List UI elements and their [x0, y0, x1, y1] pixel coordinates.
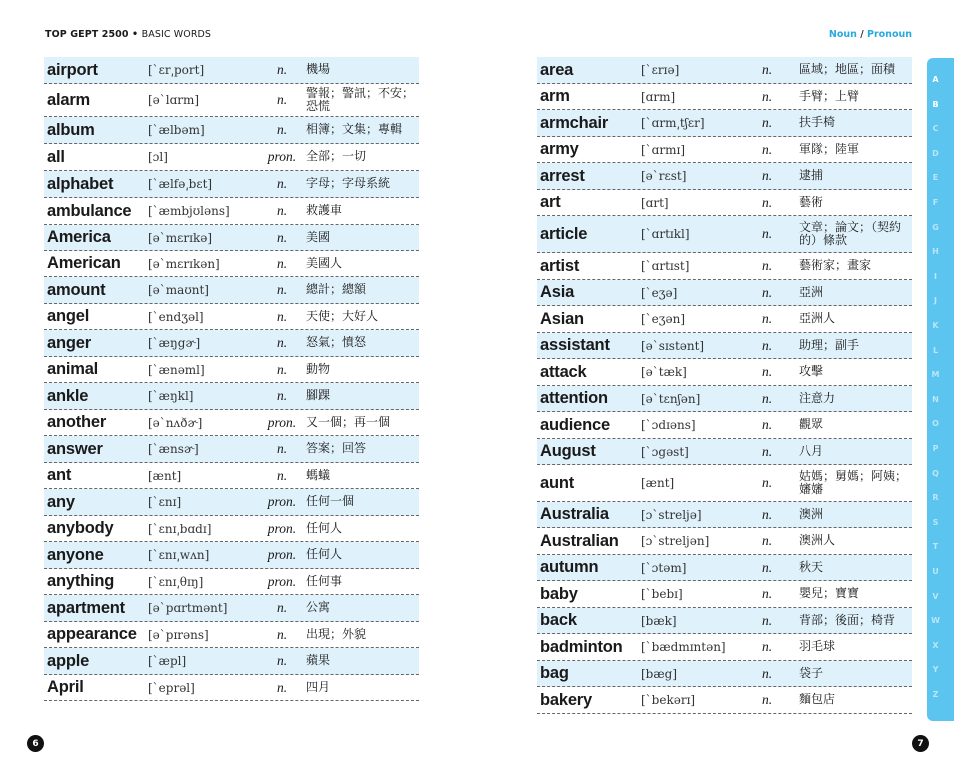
- entry-word: badminton: [540, 637, 623, 656]
- pos-noun-label: Noun: [828, 29, 857, 40]
- page-number-right: 7: [912, 735, 929, 752]
- entry-pos: n.: [276, 600, 288, 615]
- running-header: [45, 29, 211, 40]
- tab-letter-z[interactable]: Z: [932, 690, 939, 699]
- entry-row: [44, 304, 419, 330]
- tab-letter-d[interactable]: D: [932, 148, 939, 158]
- entry-pos: n.: [761, 311, 773, 326]
- entry-meaning: 怒氣；憤怒: [306, 335, 367, 350]
- entry-phonetic: [ˋbekərɪ]: [641, 693, 696, 707]
- right-word-list: [537, 57, 912, 714]
- tab-letter-a[interactable]: A: [932, 75, 939, 84]
- entry-word: airport: [47, 60, 98, 79]
- entry-pos: n.: [761, 639, 773, 654]
- entry-word: anybody: [47, 519, 114, 537]
- entry-phonetic: [ˋænəml]: [148, 362, 205, 377]
- entry-pos: pron.: [267, 149, 297, 164]
- entry-word: ambulance: [47, 201, 132, 220]
- entry-meaning: 亞洲人: [799, 311, 836, 326]
- entry-pos: n.: [761, 226, 773, 241]
- entry-phonetic: [əˋmɛrɪkən]: [148, 256, 220, 271]
- entry-row: [44, 57, 419, 84]
- tab-letter-i[interactable]: I: [934, 271, 937, 281]
- entry-word: art: [540, 193, 561, 211]
- tab-letter-t[interactable]: T: [932, 542, 939, 552]
- entry-pos: n.: [761, 141, 773, 157]
- entry-word: another: [47, 413, 107, 431]
- entry-phonetic: [əˋtɛnʃən]: [641, 391, 701, 406]
- entry-phonetic: [əˋrɛst]: [641, 169, 687, 183]
- entry-meaning: 姑媽；舅媽；阿姨；嬸嬸: [799, 468, 908, 496]
- tab-letter-u[interactable]: U: [932, 567, 939, 576]
- entry-phonetic: [ˋeprəl]: [148, 680, 195, 695]
- entry-phonetic: [ˋɛnɪ͵θɪŋ]: [148, 574, 204, 589]
- tab-letter-s[interactable]: S: [932, 517, 939, 527]
- entry-meaning: 背部；後面；椅背: [799, 612, 896, 627]
- tab-letter-b[interactable]: B: [932, 99, 939, 109]
- entry-row: [537, 253, 912, 280]
- entry-phonetic: [ɔˋstreljən]: [641, 534, 710, 548]
- entry-word: answer: [47, 439, 103, 458]
- entry-phonetic: [ˋɛnɪ͵bɑdɪ]: [148, 521, 212, 536]
- entry-pos: n.: [761, 506, 773, 522]
- entry-row: [537, 661, 912, 687]
- entry-pos: n.: [761, 443, 773, 459]
- entry-word: ankle: [47, 386, 89, 405]
- entry-phonetic: [ˋæmbjʊləns]: [148, 204, 230, 218]
- entry-meaning: 機場: [306, 62, 331, 77]
- entry-pos: n.: [276, 626, 288, 642]
- entry-meaning: 澳洲人: [799, 533, 836, 548]
- entry-phonetic: [ˋeʒə]: [641, 285, 678, 300]
- entry-pos: n.: [761, 559, 773, 575]
- entry-pos: n.: [761, 258, 773, 273]
- entry-row: [44, 569, 419, 595]
- tab-letter-o[interactable]: O: [932, 419, 939, 429]
- entry-word: army: [540, 140, 579, 158]
- entry-meaning: 全部；一切: [306, 149, 367, 164]
- pos-pronoun-label: Pronoun: [867, 29, 912, 40]
- tab-letter-g[interactable]: G: [932, 222, 939, 232]
- entry-pos: pron.: [267, 414, 297, 430]
- entry-row: [44, 383, 419, 410]
- entry-row: [537, 333, 912, 359]
- entry-pos: n.: [276, 335, 288, 350]
- tab-letter-k[interactable]: K: [932, 321, 939, 330]
- entry-phonetic: [ˋɑrm͵tʃɛr]: [641, 116, 705, 130]
- entry-phonetic: [ˋɛrɪə]: [641, 63, 680, 77]
- entry-meaning: 手臂；上臂: [799, 88, 860, 103]
- entry-word: angel: [47, 307, 90, 325]
- part-of-speech-header: [829, 29, 912, 40]
- entry-phonetic: [ˋælbəm]: [148, 123, 205, 137]
- entry-word: back: [540, 611, 577, 629]
- entry-word: alphabet: [47, 174, 114, 193]
- entry-row: [537, 555, 912, 581]
- entry-row: [537, 634, 912, 661]
- entry-phonetic: [bæg]: [641, 666, 678, 681]
- entry-phonetic: [ˋɛnɪ]: [148, 495, 182, 509]
- entry-phonetic: [ɔˋstreljə]: [641, 507, 702, 522]
- entry-pos: n.: [276, 229, 288, 245]
- tab-letter-m[interactable]: M: [931, 370, 940, 380]
- entry-word: Asia: [540, 283, 575, 301]
- entry-pos: n.: [276, 92, 288, 107]
- entry-row: [537, 608, 912, 634]
- entry-phonetic: [ˋɛr͵port]: [148, 63, 205, 77]
- left-word-list: [44, 57, 419, 701]
- tab-letter-p[interactable]: P: [932, 444, 939, 453]
- tab-letter-c[interactable]: C: [932, 124, 939, 134]
- entry-word: attack: [540, 362, 587, 381]
- entry-row: [537, 110, 912, 137]
- entry-meaning: 螞蟻: [306, 467, 331, 482]
- entry-meaning: 藝術家；畫家: [799, 258, 872, 273]
- entry-meaning: 救護車: [306, 203, 343, 218]
- entry-pos: pron.: [267, 573, 297, 589]
- entry-phonetic: [ˋeʒən]: [641, 312, 686, 326]
- entry-row: [44, 648, 419, 675]
- page-number-left: 6: [27, 735, 44, 752]
- entry-phonetic: [əˋmaʊnt]: [148, 283, 209, 297]
- entry-word: appearance: [47, 625, 137, 643]
- entry-row: [44, 171, 419, 198]
- entry-row: [537, 57, 912, 84]
- entry-pos: n.: [276, 361, 288, 377]
- entry-word: Australia: [540, 505, 609, 523]
- entry-row: [537, 84, 912, 110]
- entry-row: [44, 542, 419, 569]
- entry-pos: n.: [276, 308, 288, 324]
- entry-row: [537, 137, 912, 163]
- entry-meaning: 出現；外貌: [306, 626, 367, 641]
- entry-row: [537, 163, 912, 190]
- entry-row: [537, 216, 912, 253]
- entry-word: amount: [47, 280, 106, 299]
- entry-word: animal: [47, 360, 99, 378]
- entry-pos: n.: [761, 390, 773, 406]
- entry-meaning: 任何事: [306, 573, 343, 588]
- entry-pos: n.: [276, 679, 288, 695]
- entry-pos: n.: [276, 62, 288, 77]
- entry-pos: n.: [276, 467, 288, 483]
- entry-word: alarm: [47, 90, 91, 109]
- tab-letter-f[interactable]: F: [932, 198, 939, 207]
- entry-meaning: 又一個；再一個: [306, 414, 391, 429]
- entry-meaning: 藝術: [799, 194, 824, 209]
- entry-meaning: 嬰兒；寶寶: [799, 586, 860, 601]
- entry-meaning: 答案；回答: [306, 441, 367, 456]
- entry-row: [44, 117, 419, 144]
- alphabet-index-tabs: [927, 58, 954, 721]
- entry-word: apartment: [47, 598, 125, 617]
- entry-pos: n.: [761, 364, 773, 379]
- entry-pos: n.: [761, 194, 773, 210]
- entry-row: [44, 675, 419, 701]
- entry-phonetic: [əˋlɑrm]: [148, 93, 200, 107]
- entry-row: [44, 516, 419, 542]
- entry-meaning: 任何人: [306, 547, 343, 562]
- entry-pos: pron.: [267, 520, 297, 536]
- entry-pos: n.: [761, 62, 773, 77]
- tab-letter-j[interactable]: J: [934, 296, 937, 306]
- entry-word: baby: [540, 584, 578, 603]
- tab-letter-x[interactable]: X: [932, 640, 939, 650]
- entry-phonetic: [ˋæŋkl]: [148, 389, 194, 403]
- tab-letter-r[interactable]: R: [932, 493, 939, 503]
- entry-row: [537, 687, 912, 714]
- entry-row: [44, 84, 419, 117]
- entry-row: [537, 359, 912, 386]
- entry-row: [537, 439, 912, 465]
- entry-row: [537, 386, 912, 412]
- entry-row: [537, 412, 912, 439]
- entry-row: [537, 306, 912, 333]
- entry-phonetic: [ˋɔtəm]: [641, 560, 687, 575]
- entry-meaning: 字母；字母系統: [306, 176, 391, 191]
- header-bullet: •: [132, 29, 139, 40]
- entry-phonetic: [bæk]: [641, 613, 677, 628]
- entry-meaning: 麵包店: [799, 692, 836, 707]
- entry-row: [44, 410, 419, 436]
- entry-pos: n.: [761, 284, 773, 300]
- entry-meaning: 公寓: [306, 600, 331, 615]
- book-title: TOP GEPT 2500: [45, 29, 129, 40]
- tab-letter-l[interactable]: L: [932, 345, 939, 355]
- entry-word: arm: [540, 87, 570, 105]
- entry-word: August: [540, 442, 596, 460]
- entry-pos: n.: [761, 168, 773, 183]
- entry-meaning: 相簿；文集；專輯: [306, 122, 403, 137]
- entry-meaning: 秋天: [799, 559, 824, 574]
- entry-word: anyone: [47, 545, 104, 564]
- entry-phonetic: [ɑrt]: [641, 195, 669, 210]
- tab-letter-e[interactable]: E: [932, 173, 939, 183]
- entry-pos: n.: [276, 282, 288, 297]
- entry-word: anything: [47, 572, 115, 590]
- entry-word: April: [47, 678, 84, 696]
- entry-meaning: 軍隊；陸軍: [799, 141, 860, 156]
- entry-meaning: 羽毛球: [799, 639, 836, 654]
- entry-pos: pron.: [267, 494, 297, 509]
- entry-word: armchair: [540, 113, 609, 132]
- entry-row: [537, 465, 912, 502]
- entry-meaning: 動物: [306, 361, 331, 376]
- entry-row: [44, 277, 419, 304]
- entry-word: attention: [540, 389, 608, 407]
- entry-meaning: 亞洲: [799, 284, 824, 299]
- entry-row: [537, 190, 912, 216]
- tab-letter-w[interactable]: W: [931, 616, 940, 626]
- entry-word: American: [47, 254, 121, 272]
- entry-word: area: [540, 60, 574, 79]
- entry-pos: n.: [761, 692, 773, 707]
- entry-meaning: 美國: [306, 229, 331, 244]
- entry-row: [44, 595, 419, 622]
- entry-phonetic: [ænt]: [641, 476, 675, 490]
- entry-row: [537, 280, 912, 306]
- entry-phonetic: [əˋtæk]: [641, 365, 687, 379]
- entry-meaning: 蘋果: [306, 653, 331, 668]
- entry-meaning: 注意力: [799, 390, 836, 405]
- entry-phonetic: [ˋɑrmɪ]: [641, 142, 685, 157]
- entry-phonetic: [ɔl]: [148, 150, 168, 164]
- entry-pos: n.: [761, 337, 773, 353]
- entry-word: article: [540, 224, 588, 243]
- entry-row: [44, 225, 419, 251]
- entry-phonetic: [ˋæpl]: [148, 654, 187, 668]
- entry-meaning: 天使；大好人: [306, 308, 379, 323]
- entry-word: any: [47, 492, 75, 511]
- entry-row: [44, 357, 419, 383]
- entry-phonetic: [əˋmɛrɪkə]: [148, 230, 213, 245]
- entry-word: bag: [540, 664, 569, 682]
- entry-meaning: 四月: [306, 679, 331, 694]
- entry-word: bakery: [540, 690, 593, 709]
- entry-meaning: 警報；警訊；不安；恐慌: [306, 85, 415, 113]
- entry-phonetic: [ɑrm]: [641, 89, 676, 104]
- entry-meaning: 區域；地區；面積: [799, 62, 896, 77]
- entry-row: [44, 251, 419, 277]
- entry-word: album: [47, 120, 95, 139]
- entry-word: Asian: [540, 309, 584, 328]
- entry-meaning: 腳踝: [306, 388, 331, 403]
- entry-pos: n.: [276, 176, 288, 191]
- entry-pos: n.: [761, 88, 773, 104]
- entry-phonetic: [ˋɑrtɪkl]: [641, 227, 690, 241]
- entry-pos: n.: [276, 122, 288, 137]
- entry-phonetic: [ˋbebɪ]: [641, 587, 683, 601]
- entry-row: [44, 330, 419, 357]
- entry-meaning: 逮捕: [799, 168, 824, 183]
- entry-row: [44, 622, 419, 648]
- entry-row: [44, 198, 419, 225]
- entry-pos: n.: [276, 388, 288, 403]
- entry-row: [537, 581, 912, 608]
- entry-meaning: 美國人: [306, 255, 343, 270]
- entry-pos: pron.: [267, 547, 297, 562]
- entry-pos: n.: [276, 255, 288, 271]
- entry-word: autumn: [540, 558, 599, 576]
- entry-phonetic: [ˋbædmɪntən]: [641, 640, 726, 654]
- entry-row: [537, 528, 912, 555]
- entry-meaning: 袋子: [799, 665, 824, 680]
- entry-phonetic: [ˋɔdɪəns]: [641, 418, 696, 432]
- entry-meaning: 觀眾: [799, 417, 824, 432]
- entry-row: [44, 436, 419, 463]
- entry-row: [537, 502, 912, 528]
- entry-meaning: 八月: [799, 443, 824, 458]
- entry-phonetic: [ˋæŋgɚ]: [148, 336, 201, 350]
- entry-phonetic: [ˋendʒəl]: [148, 309, 204, 324]
- entry-meaning: 澳洲: [799, 506, 824, 521]
- entry-pos: n.: [761, 115, 773, 130]
- tab-letter-v[interactable]: V: [932, 591, 939, 601]
- entry-meaning: 扶手椅: [799, 115, 836, 130]
- entry-word: assistant: [540, 336, 610, 354]
- tab-letter-h[interactable]: H: [932, 247, 939, 257]
- entry-row: [44, 463, 419, 489]
- entry-word: artist: [540, 256, 580, 275]
- entry-phonetic: [ˋɔgəst]: [641, 444, 689, 459]
- entry-phonetic: [əˋnʌðɚ]: [148, 415, 203, 430]
- entry-word: arrest: [540, 166, 585, 185]
- entry-pos: n.: [276, 653, 288, 668]
- entry-meaning: 任何一個: [306, 494, 355, 509]
- entry-word: aunt: [540, 473, 575, 492]
- entry-phonetic: [ˋɑrtɪst]: [641, 259, 690, 273]
- entry-meaning: 總計；總額: [306, 282, 367, 297]
- tab-letter-q[interactable]: Q: [932, 468, 939, 478]
- entry-meaning: 任何人: [306, 520, 343, 535]
- entry-meaning: 助理；副手: [799, 337, 860, 352]
- entry-pos: n.: [761, 665, 773, 681]
- entry-phonetic: [ˋɛnɪ͵wʌn]: [148, 548, 210, 562]
- pos-separator: /: [860, 29, 864, 40]
- entry-phonetic: [ˋænsɚ]: [148, 442, 199, 456]
- entry-phonetic: [ænt]: [148, 468, 182, 483]
- entry-word: America: [47, 228, 111, 246]
- entry-pos: n.: [761, 612, 773, 628]
- entry-word: Australian: [540, 531, 619, 550]
- tab-letter-n[interactable]: N: [932, 394, 939, 404]
- tab-letter-y[interactable]: Y: [932, 665, 939, 675]
- entry-row: [44, 144, 419, 171]
- entry-word: anger: [47, 333, 91, 352]
- entry-pos: n.: [276, 203, 288, 218]
- entry-row: [44, 489, 419, 516]
- entry-pos: n.: [761, 417, 773, 432]
- entry-phonetic: [əˋpɑrtmənt]: [148, 601, 228, 615]
- entry-phonetic: [əˋsɪstənt]: [641, 338, 705, 353]
- entry-pos: n.: [761, 533, 773, 548]
- entry-pos: n.: [761, 586, 773, 601]
- entry-meaning: 文章；論文；（契約的）條款: [799, 219, 902, 247]
- entry-phonetic: [ˋælfə͵bɛt]: [148, 177, 213, 191]
- section-title: BASIC WORDS: [141, 29, 212, 40]
- entry-phonetic: [əˋpɪrəns]: [148, 627, 209, 642]
- entry-meaning: 攻擊: [799, 364, 824, 379]
- entry-word: apple: [47, 651, 90, 670]
- entry-pos: n.: [276, 441, 288, 456]
- entry-pos: n.: [761, 475, 773, 490]
- entry-word: ant: [47, 466, 72, 484]
- entry-word: all: [47, 147, 65, 166]
- entry-word: audience: [540, 415, 610, 434]
